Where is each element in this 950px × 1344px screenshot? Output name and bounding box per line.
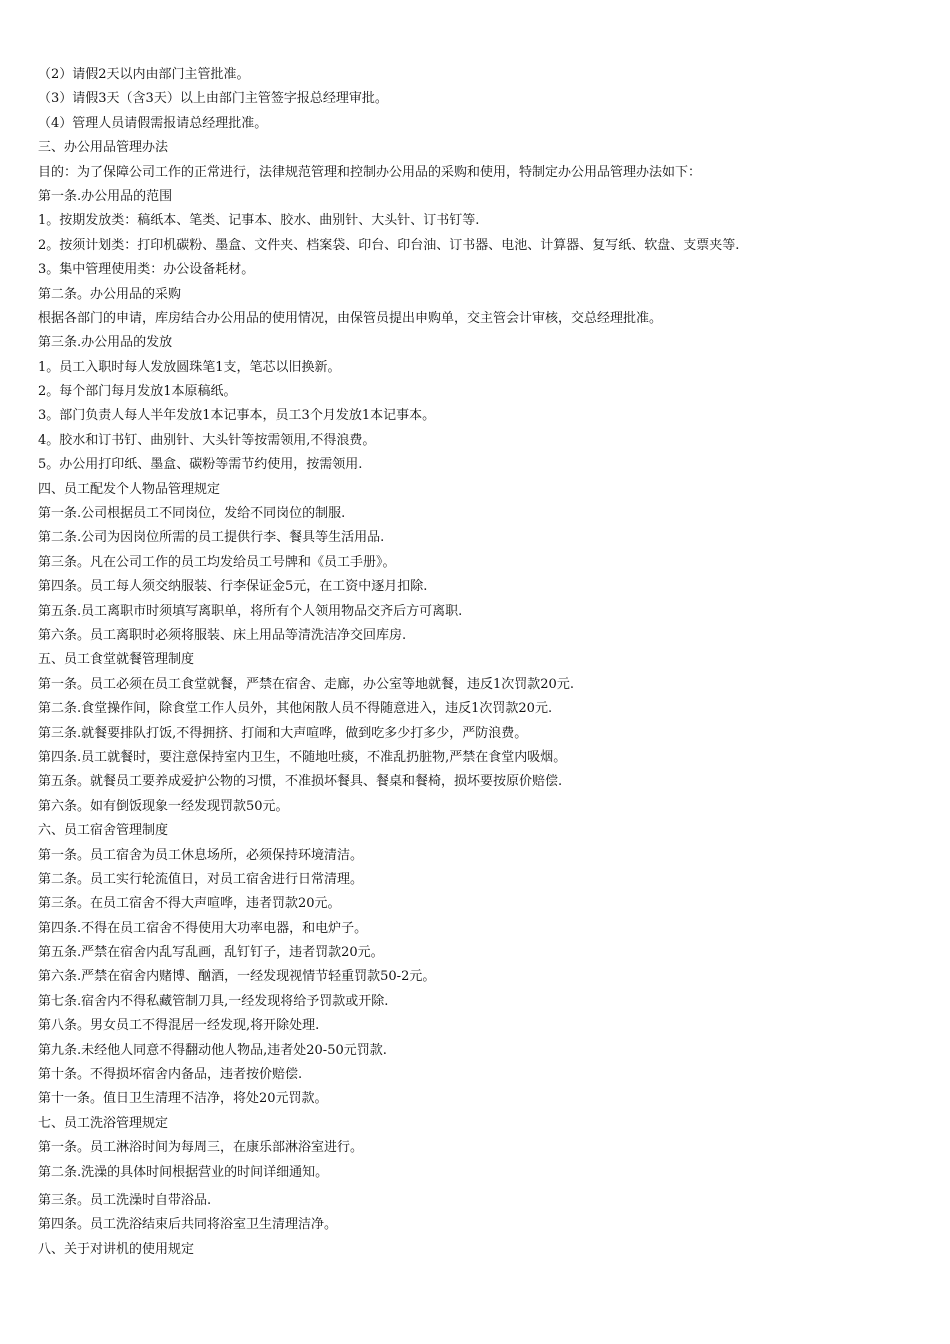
document-line: 第六条。如有倒饭现象一经发现罚款50元。 bbox=[38, 798, 289, 814]
document-line: 第九条.未经他人同意不得翻动他人物品,违者处20-50元罚款. bbox=[38, 1042, 387, 1058]
document-line: 3。部门负责人每人半年发放1本记事本，员工3个月发放1本记事本。 bbox=[38, 408, 436, 424]
document-line: 第十一条。值日卫生清理不洁净，将处20元罚款。 bbox=[38, 1091, 328, 1107]
document-line: 第三条。员工洗澡时自带浴品. bbox=[38, 1192, 212, 1208]
document-line: 4。胶水和订书钉、曲别针、大头针等按需领用,不得浪费。 bbox=[38, 432, 376, 448]
document-line: 三、办公用品管理办法 bbox=[38, 140, 169, 156]
document-line: 七、员工洗浴管理规定 bbox=[38, 1115, 169, 1131]
document-line: 3。集中管理使用类：办公设备耗材。 bbox=[38, 262, 255, 278]
document-line: 根据各部门的申请，库房结合办公用品的使用情况，由保管员提出申购单，交主管会计审核，交总经理批准。 bbox=[38, 310, 663, 326]
document-line: 第五条.员工离职市时须填写离职单，将所有个人领用物品交齐后方可离职. bbox=[38, 603, 463, 619]
document-line: 第十条。不得损坏宿舍内备品，违者按价赔偿. bbox=[38, 1067, 303, 1083]
document-line: 第四条。员工每人须交纳服装、行李保证金5元，在工资中逐月扣除. bbox=[38, 579, 428, 595]
document-line: 第六条。员工离职时必须将服装、床上用品等清洗洁净交回库房. bbox=[38, 627, 407, 643]
document-line: 第一条。员工宿舍为员工休息场所，必须保持环境清洁。 bbox=[38, 847, 364, 863]
document-line: （3）请假3天（含3天）以上由部门主管签字报总经理审批。 bbox=[38, 91, 388, 107]
document-line: 八、关于对讲机的使用规定 bbox=[38, 1241, 195, 1257]
document-line: 四、员工配发个人物品管理规定 bbox=[38, 481, 221, 497]
document-line: 第四条.不得在员工宿舍不得使用大功率电器，和电炉子。 bbox=[38, 920, 368, 936]
document-line: 第一条.公司根据员工不同岗位，发给不同岗位的制服. bbox=[38, 506, 346, 522]
document-line: 第三条.办公用品的发放 bbox=[38, 335, 173, 351]
document-line: （2）请假2天以内由部门主管批准。 bbox=[38, 67, 250, 82]
document-line: 第五条。就餐员工要养成爱护公物的习惯，不准损坏餐具、餐桌和餐椅，损坏要按原价赔偿. bbox=[38, 774, 563, 790]
document-line: 1。员工入职时每人发放圆珠笔1支，笔芯以旧换新。 bbox=[38, 359, 341, 375]
document-line: 第三条.就餐要排队打饭,不得拥挤、打闹和大声喧哗，做到吃多少打多少，严防浪费。 bbox=[38, 725, 528, 741]
document-line: 第四条。员工洗浴结束后共同将浴室卫生清理洁净。 bbox=[38, 1217, 338, 1233]
document-line: 六、员工宿舍管理制度 bbox=[38, 823, 169, 839]
document-line: 第二条。办公用品的采购 bbox=[38, 286, 182, 302]
document-body bbox=[38, 63, 918, 1262]
document-line: 第八条。男女员工不得混居一经发现,将开除处理. bbox=[38, 1018, 320, 1034]
document-line: 2。按须计划类：打印机碳粉、墨盒、文件夹、档案袋、印台、印台油、订书器、电池、计算器、复写纸、软盘、支票夹等. bbox=[38, 237, 740, 253]
document-line: 第六条.严禁在宿舍内赌博、酗酒，一经发现视情节轻重罚款50-2元。 bbox=[38, 969, 436, 985]
document-line: 第二条.洗澡的具体时间根据营业的时间详细通知。 bbox=[38, 1164, 329, 1180]
document-line: （4）管理人员请假需报请总经理批准。 bbox=[38, 115, 268, 131]
document-line: 第二条。员工实行轮流值日，对员工宿舍进行日常清理。 bbox=[38, 871, 364, 887]
document-line: 第二条.公司为因岗位所需的员工提供行李、餐具等生活用品. bbox=[38, 530, 385, 546]
document-line: 第一条.办公用品的范围 bbox=[38, 188, 173, 204]
document-line: 第五条.严禁在宿舍内乱写乱画，乱钉钉子，违者罚款20元。 bbox=[38, 945, 384, 961]
document-line: 第二条.食堂操作间，除食堂工作人员外，其他闲散人员不得随意进入，违反1次罚款20元. bbox=[38, 701, 553, 717]
document-line: 第一条。员工必须在员工食堂就餐，严禁在宿舍、走廊，办公室等地就餐，违反1次罚款20元. bbox=[38, 676, 574, 692]
document-line: 第一条。员工淋浴时间为每周三，在康乐部淋浴室进行。 bbox=[38, 1140, 364, 1156]
document-line: 5。办公用打印纸、墨盒、碳粉等需节约使用，按需领用. bbox=[38, 457, 363, 473]
document-line: 五、员工食堂就餐管理制度 bbox=[38, 652, 195, 668]
document-line: 第四条.员工就餐时，要注意保持室内卫生，不随地吐痰，不准乱扔脏物,严禁在食堂内吸烟。 bbox=[38, 749, 567, 765]
document-line: 第三条。在员工宿舍不得大声喧哗，违者罚款20元。 bbox=[38, 896, 341, 912]
document-line: 第三条。凡在公司工作的员工均发给员工号牌和《员工手册》。 bbox=[38, 554, 396, 570]
document-line: 1。按期发放类：稿纸本、笔类、记事本、胶水、曲别针、大头针、订书钉等. bbox=[38, 213, 480, 229]
document-line: 目的：为了保障公司工作的正常进行，法律规范管理和控制办公用品的采购和使用，特制定办公用品管理办法如下： bbox=[38, 164, 702, 180]
document-line: 第七条.宿舍内不得私藏管制刀具,一经发现将给予罚款或开除. bbox=[38, 993, 389, 1009]
document-line: 2。每个部门每月发放1本原稿纸。 bbox=[38, 384, 237, 400]
